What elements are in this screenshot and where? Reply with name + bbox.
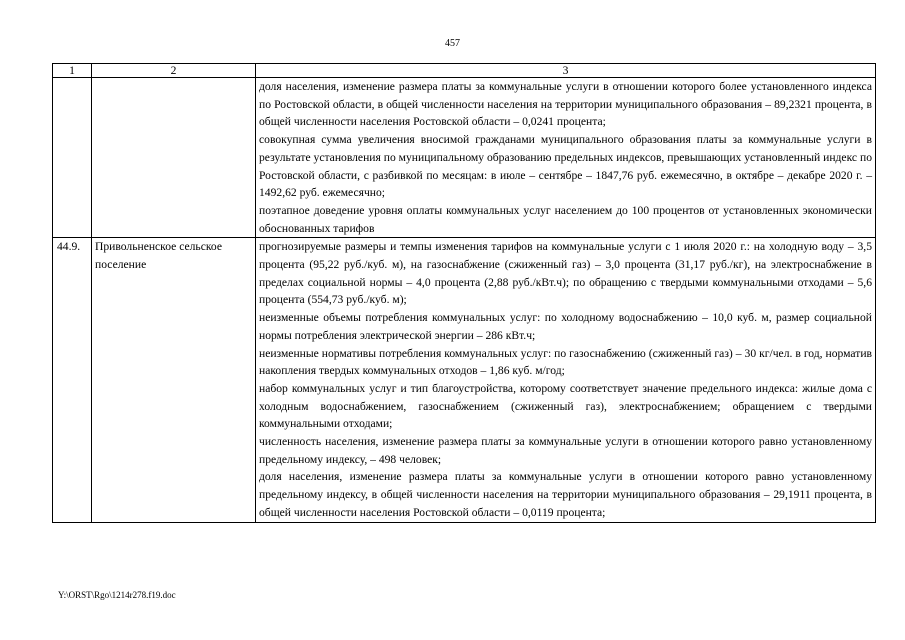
table-row (53, 238, 876, 522)
document-table (52, 63, 876, 523)
paragraph: неизменные объемы потребления коммунальных услуг: по холодному водоснабжению – 10,0 куб. м, размер социальной нормы потребления электрической энергии – 286 кВт.ч; (259, 311, 872, 342)
page-number: 457 (445, 38, 460, 49)
paragraph: доля населения, изменение размера платы за коммунальные услуги в отношении которого более установленного индекса по Ростовской области, в общей численности населения на территории муниципального образования – 89,2321 процента, в общей численности населения Ростовской области – 0,0241 процента; (259, 80, 872, 129)
row-content (256, 238, 876, 522)
paragraph: совокупная сумма увеличения вносимой гражданами муниципального образования платы за коммунальные услуги в результате установления по муниципальному образованию предельных индексов, превышающих установленный индекс по Ростовской области, с разбивкой по месяцам: в июле – сентябре – 1847,76 руб. ежемесячно, в октябре – декабре 2020 г. – 1492,62 руб. ежемесячно; (259, 133, 872, 200)
paragraph: численность населения, изменение размера платы за коммунальные услуги в отношении которого равно установленному предельному индексу, – 498 человек; (259, 435, 872, 466)
file-path-footer: Y:\ORST\Rgo\1214r278.f19.doc (58, 590, 176, 600)
paragraph: неизменные нормативы потребления коммунальных услуг: по газоснабжению (сжиженный газ) – 30 кг/чел. в год, норматив накопления твердых коммунальных отходов – 1,86 куб. м/год; (259, 346, 872, 378)
paragraph: доля населения, изменение размера платы за коммунальные услуги в отношении которого равно установленному предельному индексу, в общей численности населения на территории муниципального образования – 29,1911 процента, в общей численности населения Ростовской области – 0,0119 процента; (259, 470, 872, 519)
paragraph: набор коммунальных услуг и тип благоустройства, которому соответствует значение предельного индекса: жилые дома с холодным водоснабжением, газоснабжением (сжиженный газ), электроснабжением; обращением с твердыми коммунальными отходами; (259, 381, 872, 431)
paragraph: прогнозируемые размеры и темпы изменения тарифов на коммунальные услуги с 1 июля 2020 г.: на холодную воду – 3,5 процента (95,22 руб./куб. м), на газоснабжение (сжиженный газ) – 3,0 процента (31,17 руб./кг), на электроснабжение в пределах социальной нормы – 4,0 процента (2,88 руб./кВт.ч); по обращению с твердыми коммунальными отходами – 5,6 процента (554,73 руб./куб. м); (259, 240, 872, 307)
paragraph: поэтапное доведение уровня оплаты коммунальных услуг населением до 100 процентов от установленных экономически обоснованных тарифов (259, 203, 872, 235)
row-content (256, 78, 876, 238)
header-col-1: 1 (53, 64, 92, 78)
table-row (53, 78, 876, 238)
row-number: 44.9. (53, 238, 92, 522)
header-col-3: 3 (256, 64, 876, 78)
header-col-2: 2 (92, 64, 256, 78)
row-name: Привольненское сельское поселение (92, 238, 256, 522)
table-header-row (53, 64, 876, 78)
row-name (92, 78, 256, 238)
row-number (53, 78, 92, 238)
